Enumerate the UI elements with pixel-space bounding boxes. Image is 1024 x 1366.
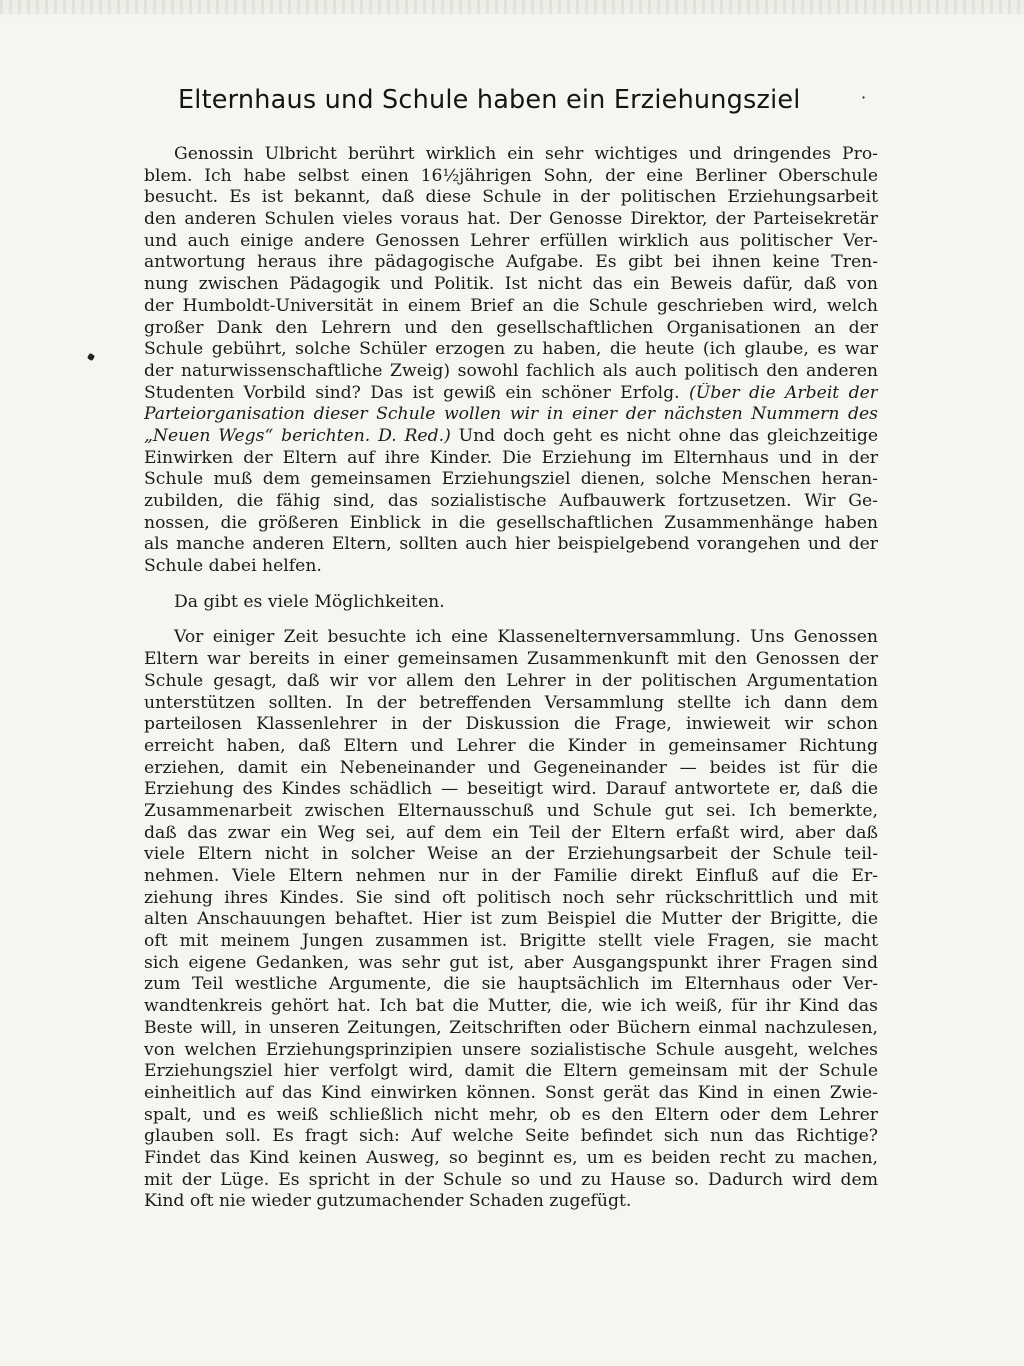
paragraph: [144, 592, 878, 614]
text-line: Schule gesagt, daß wir vor allem den Lehrer in der politischen Argumentation: [144, 670, 878, 691]
text-line: nossen, die größeren Einblick in die gesellschaftlichen Zusammenhänge haben: [144, 512, 878, 533]
text-line: erziehen, damit ein Nebeneinander und Gegeneinander — beides ist für die: [144, 757, 878, 778]
text-line: antwortung heraus ihre pädagogische Aufgabe. Es gibt bei ihnen keine Tren-: [144, 252, 878, 273]
text-line: zum Teil westliche Argumente, die sie hauptsächlich im Elternhaus oder Ver-: [144, 974, 878, 995]
text-line: Schule gebührt, solche Schüler erzogen zu haben, die heute (ich glaube, es war: [144, 339, 878, 360]
text-line: als manche anderen Eltern, sollten auch hier beispielgebend vorangehen und der: [144, 534, 878, 555]
text-line: von welchen Erziehungsprinzipien unsere sozialistische Schule ausgeht, welches: [144, 1039, 878, 1060]
text-line: Genossin Ulbricht berührt wirklich ein sehr wichtiges und dringendes Pro-: [174, 144, 878, 164]
text-line: viele Eltern nicht in solcher Weise an der Erziehungsarbeit der Schule teil-: [144, 844, 878, 865]
text-line: blem. Ich habe selbst einen 16½jährigen Sohn, der eine Berliner Oberschule: [144, 165, 878, 186]
margin-speck: [87, 353, 95, 361]
text-line: spalt, und es weiß schließlich nicht mehr, ob es den Eltern oder dem Lehrer: [144, 1104, 878, 1125]
text-line: Schule dabei helfen.: [144, 556, 322, 577]
text-line: ziehung ihres Kindes. Sie sind oft politisch noch sehr rückschrittlich und mit: [144, 887, 878, 908]
text-line: Da gibt es viele Möglichkeiten.: [174, 591, 445, 612]
text-line: unterstützen sollten. In der betreffenden Versammlung stellte ich dann dem: [144, 692, 878, 713]
text-line: der Humboldt-Universität in einem Brief an die Schule geschrieben wird, welch: [144, 295, 878, 316]
text-line: alten Anschauungen behaftet. Hier ist zum Beispiel die Mutter der Brigitte, die: [144, 909, 878, 930]
text-line: Studenten Vorbild sind? Das ist gewiß ein schöner Erfolg. (Über die Arbeit der: [144, 382, 878, 403]
paragraph: [144, 144, 878, 578]
text-line: sich eigene Gedanken, was sehr gut ist, aber Ausgangspunkt ihrer Fragen sind: [144, 952, 878, 973]
paragraph-gap: [144, 578, 878, 592]
paragraph: [144, 627, 878, 1213]
text-line: Zusammenarbeit zwischen Elternausschuß und Schule gut sei. Ich bemerkte,: [144, 800, 878, 821]
text-line: mit der Lüge. Es spricht in der Schule so und zu Hause so. Dadurch wird dem: [144, 1169, 878, 1190]
text-line: besucht. Es ist bekannt, daß diese Schule in der politischen Erziehungsarbeit: [144, 187, 878, 208]
title-speck: ·: [861, 88, 867, 107]
paragraph-gap: [144, 613, 878, 627]
article-title: Elternhaus und Schule haben ein Erziehungsziel: [178, 85, 801, 115]
text-line-italic: Parteiorganisation dieser Schule wollen wir in einer der nächsten Nummern des: [144, 404, 878, 425]
text-line: Kind oft nie wieder gutzumachender Schaden zugefügt.: [144, 1191, 632, 1212]
text-line: nung zwischen Pädagogik und Politik. Ist nicht das ein Beweis dafür, daß von: [144, 274, 878, 295]
text-line: Eltern war bereits in einer gemeinsamen Zusammenkunft mit den Genossen der: [144, 649, 878, 670]
text-line: erreicht haben, daß Eltern und Lehrer die Kinder in gemeinsamer Richtung: [144, 735, 878, 756]
text-line: „Neuen Wegs“ berichten. D. Red.) Und doch geht es nicht ohne das gleichzeitige: [144, 425, 878, 446]
text-line: Erziehung des Kindes schädlich — beseitigt wird. Darauf antwortete er, daß die: [144, 779, 878, 800]
text-line: Erziehungsziel hier verfolgt wird, damit die Eltern gemeinsam mit der Schule: [144, 1061, 878, 1082]
text-line: parteilosen Klassenlehrer in der Diskussion die Frage, inwieweit wir schon: [144, 714, 878, 735]
text-line: einheitlich auf das Kind einwirken können. Sonst gerät das Kind in einen Zwie-: [144, 1082, 878, 1103]
text-line: Findet das Kind keinen Ausweg, so beginnt es, um es beiden recht zu machen,: [144, 1147, 878, 1168]
text-line: und auch einige andere Genossen Lehrer erfüllen wirklich aus politischer Ver-: [144, 230, 878, 251]
text-line: Schule muß dem gemeinsamen Erziehungsziel dienen, solche Menschen heran-: [144, 469, 878, 490]
text-line: großer Dank den Lehrern und den gesellschaftlichen Organisationen an der: [144, 317, 878, 338]
text-line: oft mit meinem Jungen zusammen ist. Brigitte stellt viele Fragen, sie macht: [144, 931, 878, 952]
text-line: daß das zwar ein Weg sei, auf dem ein Teil der Eltern erfaßt wird, aber daß: [144, 822, 878, 843]
text-line: den anderen Schulen vieles voraus hat. Der Genosse Direktor, der Parteisekretär: [144, 209, 878, 230]
text-line: Vor einiger Zeit besuchte ich eine Klassenelternversammlung. Uns Genossen: [174, 627, 878, 648]
article-body: [144, 144, 878, 1213]
text-line: wandtenkreis gehört hat. Ich bat die Mutter, die, wie ich weiß, für ihr Kind das: [144, 996, 878, 1017]
text-line: glauben soll. Es fragt sich: Auf welche Seite befindet sich nun das Richtige?: [144, 1126, 878, 1147]
text-line: zubilden, die fähig sind, das sozialistische Aufbauwerk fortzusetzen. Wir Ge-: [144, 491, 878, 511]
text-line: der naturwissenschaftliche Zweig) sowohl fachlich als auch politisch den anderen: [144, 360, 878, 381]
text-line: Beste will, in unseren Zeitungen, Zeitschriften oder Büchern einmal nachzulesen,: [144, 1017, 878, 1038]
scan-edge: [0, 0, 1024, 14]
text-line: nehmen. Viele Eltern nehmen nur in der Familie direkt Einfluß auf die Er-: [144, 866, 878, 886]
text-line: Einwirken der Eltern auf ihre Kinder. Die Erziehung im Elternhaus und in der: [144, 447, 878, 468]
